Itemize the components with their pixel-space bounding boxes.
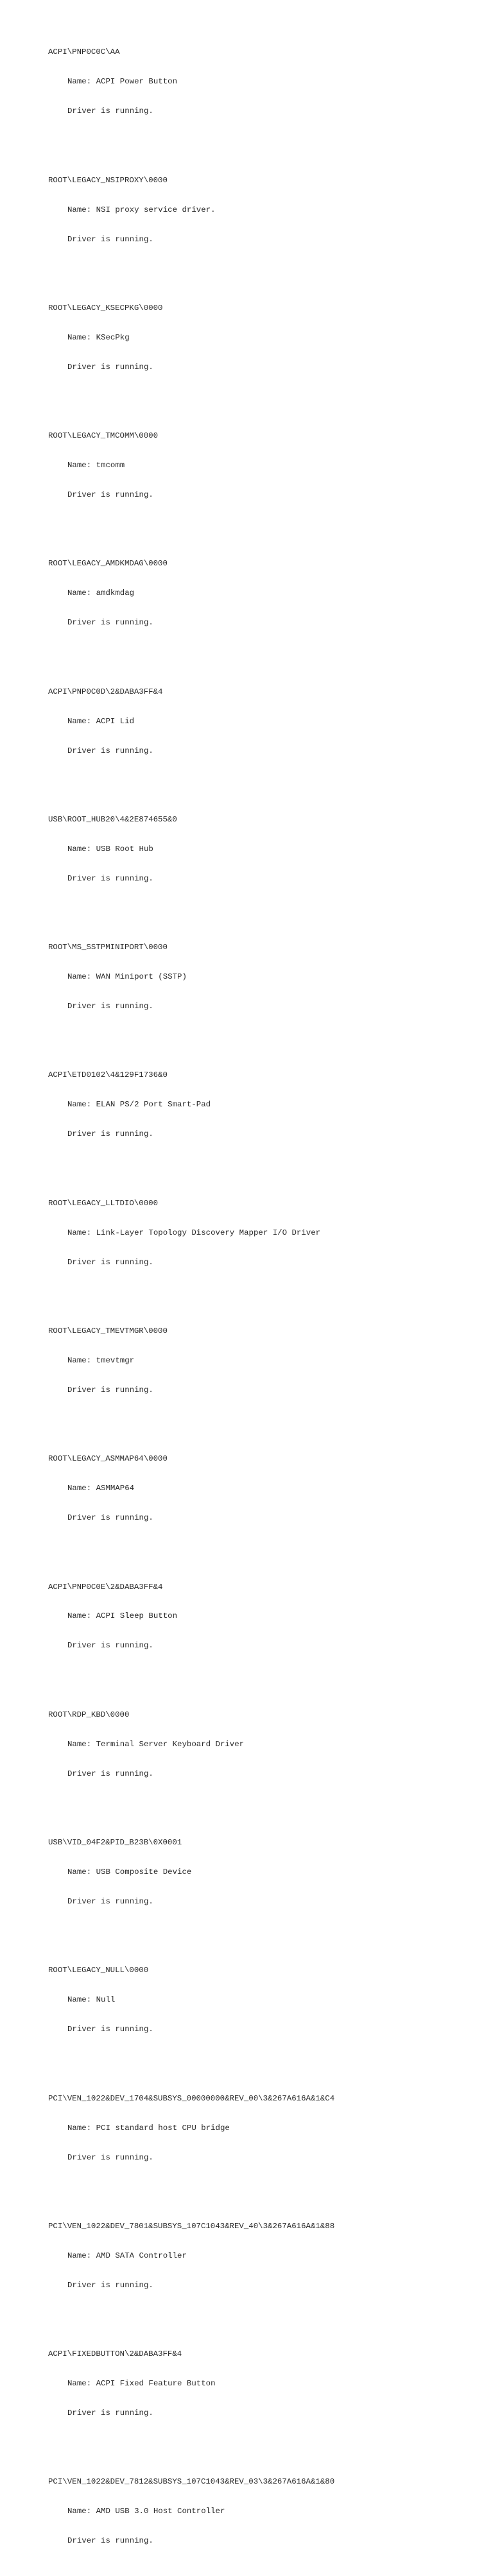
- device-id: ACPI\PNP0C0D\2&DABA3FF&4: [48, 687, 163, 696]
- driver-status: Driver is running.: [67, 2536, 153, 2546]
- driver-status: Driver is running.: [67, 107, 153, 116]
- driver-status: Driver is running.: [67, 618, 153, 628]
- driver-status: Driver is running.: [67, 1641, 153, 1651]
- driver-status: Driver is running.: [67, 490, 153, 500]
- driver-status: Driver is running.: [67, 1385, 153, 1395]
- driver-entry: [48, 28, 485, 137]
- device-id: ROOT\LEGACY_ASMMAP64\0000: [48, 1454, 168, 1464]
- device-name: Name: amdkmdag: [67, 588, 135, 598]
- driver-status: Driver is running.: [67, 1513, 153, 1523]
- driver-entry: [48, 2202, 485, 2310]
- device-name: Name: USB Composite Device: [67, 1868, 192, 1877]
- driver-status: Driver is running.: [67, 2280, 153, 2290]
- driver-entry: [48, 667, 485, 776]
- driver-entry: [48, 1818, 485, 1927]
- driver-status: Driver is running.: [67, 2025, 153, 2034]
- device-id: ROOT\LEGACY_TMCOMM\0000: [48, 431, 159, 441]
- driver-status: Driver is running.: [67, 873, 153, 883]
- device-id: ACPI\PNP0C0C\AA: [48, 47, 120, 57]
- device-name: Name: WAN Miniport (SSTP): [67, 972, 187, 982]
- device-name: Name: ACPI Power Button: [67, 77, 178, 87]
- device-name: Name: AMD SATA Controller: [67, 2251, 187, 2260]
- driver-status: Driver is running.: [67, 1129, 153, 1139]
- device-id: ACPI\PNP0C0E\2&DABA3FF&4: [48, 1582, 163, 1592]
- driver-status: Driver is running.: [67, 2409, 153, 2418]
- device-name: Name: ACPI Sleep Button: [67, 1611, 178, 1621]
- device-name: Name: Null: [67, 1995, 116, 2005]
- driver-entry: [48, 411, 485, 520]
- device-id: ROOT\LEGACY_TMEVTMGR\0000: [48, 1326, 168, 1335]
- device-name: Name: KSecPkg: [67, 332, 130, 342]
- device-id: PCI\VEN_1022&DEV_1704&SUBSYS_00000000&REV_00\3&267A616A&1&C4: [48, 2093, 335, 2103]
- device-name: Name: ACPI Lid: [67, 716, 135, 726]
- device-id: ROOT\LEGACY_LLTDIO\0000: [48, 1198, 159, 1208]
- device-id: ROOT\LEGACY_AMDKMDAG\0000: [48, 559, 168, 569]
- driver-status: Driver is running.: [67, 1769, 153, 1778]
- driver-entry: [48, 156, 485, 264]
- driver-entry: [48, 2330, 485, 2438]
- driver-entry: [48, 2458, 485, 2566]
- device-name: Name: tmevtmgr: [67, 1355, 135, 1365]
- device-name: Name: ASMMAP64: [67, 1484, 135, 1493]
- device-name: Name: tmcomm: [67, 461, 125, 470]
- driver-entry: [48, 2074, 485, 2183]
- device-name: Name: PCI standard host CPU bridge: [67, 2123, 230, 2133]
- device-name: Name: ACPI Fixed Feature Button: [67, 2379, 216, 2389]
- driver-entry: [48, 540, 485, 648]
- driver-entry: [48, 1307, 485, 1415]
- driver-entry: [48, 1946, 485, 2055]
- driver-status: Driver is running.: [67, 1897, 153, 1906]
- driver-listing: [48, 8, 485, 2576]
- device-id: PCI\VEN_1022&DEV_7812&SUBSYS_107C1043&REV_03\3&267A616A&1&80: [48, 2477, 335, 2487]
- driver-status: Driver is running.: [67, 234, 153, 244]
- driver-status: Driver is running.: [67, 2152, 153, 2162]
- driver-entry: [48, 923, 485, 1032]
- device-id: ACPI\FIXEDBUTTON\2&DABA3FF&4: [48, 2349, 182, 2359]
- device-id: PCI\VEN_1022&DEV_7801&SUBSYS_107C1043&REV_40\3&267A616A&1&88: [48, 2221, 335, 2231]
- device-id: ROOT\LEGACY_NULL\0000: [48, 1966, 149, 1975]
- device-id: ROOT\LEGACY_KSECPKG\0000: [48, 303, 163, 313]
- device-id: ACPI\ETD0102\4&129F1736&0: [48, 1070, 168, 1080]
- driver-entry: [48, 1051, 485, 1160]
- driver-entry: [48, 1179, 485, 1287]
- driver-status: Driver is running.: [67, 1002, 153, 1011]
- driver-status: Driver is running.: [67, 1257, 153, 1267]
- device-id: USB\VID_04F2&PID_B23B\0X0001: [48, 1838, 182, 1848]
- driver-entry: [48, 795, 485, 904]
- driver-entry: [48, 1690, 485, 1799]
- driver-entry: [48, 284, 485, 392]
- device-id: USB\ROOT_HUB20\4&2E874655&0: [48, 814, 177, 824]
- device-name: Name: AMD USB 3.0 Host Controller: [67, 2507, 225, 2516]
- driver-status: Driver is running.: [67, 746, 153, 755]
- device-id: ROOT\MS_SSTPMINIPORT\0000: [48, 943, 168, 952]
- device-name: Name: Link-Layer Topology Discovery Mapper I/O Driver: [67, 1228, 321, 1237]
- device-name: Name: ELAN PS/2 Port Smart-Pad: [67, 1100, 211, 1110]
- driver-entry: [48, 1563, 485, 1671]
- device-id: ROOT\RDP_KBD\0000: [48, 1710, 130, 1719]
- driver-status: Driver is running.: [67, 362, 153, 372]
- device-id: ROOT\LEGACY_NSIPROXY\0000: [48, 175, 168, 185]
- device-name: Name: Terminal Server Keyboard Driver: [67, 1739, 245, 1749]
- device-name: Name: NSI proxy service driver.: [67, 205, 216, 214]
- driver-entry: [48, 1435, 485, 1543]
- device-name: Name: USB Root Hub: [67, 844, 153, 854]
